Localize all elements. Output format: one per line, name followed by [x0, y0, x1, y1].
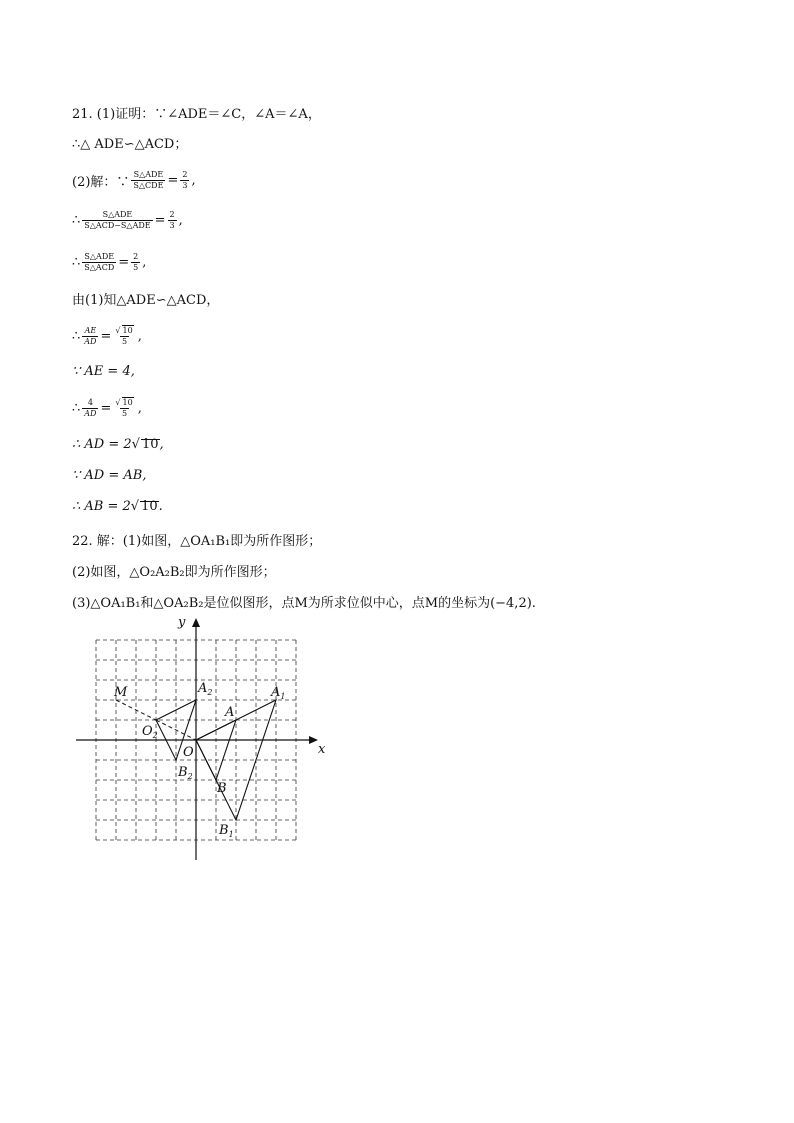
label-O: O [183, 745, 194, 760]
fraction: $\frac{AE}{AD}$ [84, 325, 97, 346]
label-O2: $O_2$ [142, 724, 158, 740]
q21-line-11: ∵ AD = AB, [72, 467, 147, 483]
label-B: B [217, 781, 227, 796]
fraction: $\frac{2}{5}$ [133, 251, 139, 272]
x-axis-arrow [309, 736, 318, 744]
q21-line-12: ∴ AB = 2 √ 10 . [72, 498, 163, 514]
fraction: $\frac{\text{S△ADE}}{\text{S△ACD−S△ADE}}$ [84, 209, 151, 230]
q21-line-7: ∴ $\frac{AE}{AD}$ = $\frac{√ 10}{5}$ , [72, 325, 142, 346]
q21-line-1: 21. (1)证明：∵∠ADE＝∠C，∠A＝∠A， [72, 106, 321, 122]
q22-line-2: (2)如图，△O₂A₂B₂即为所作图形； [72, 564, 276, 580]
point-labels [113, 615, 326, 839]
q21-line-3: (2)解：∵ $\frac{\text{S△ADE}}{\text{S△CDE}}$ = $\frac{2}{3}$ , [72, 169, 196, 190]
y-axis-label: y [178, 615, 186, 630]
q21-line-8: ∵ AE = 4, [72, 363, 135, 379]
q21-line-5: ∴ $\frac{\text{S△ADE}}{\text{S△ACD}}$ = $\frac{2}{5}$ , [72, 251, 147, 272]
fraction: $\frac{2}{3}$ [182, 169, 188, 190]
label-A1: $A_1$ [271, 685, 286, 701]
fraction: $\frac{√ 10}{5}$ [115, 398, 133, 418]
fraction: $\frac{4}{AD}$ [84, 397, 97, 418]
q21-line-4: ∴ $\frac{\text{S△ADE}}{\text{S△ACD−S△ADE}}$ = $\frac{2}{3}$ , [72, 209, 183, 230]
label-B2: $B_2$ [178, 765, 193, 781]
label-A: A [225, 705, 235, 720]
q22-line-1: 22. 解：(1)如图，△OA₁B₁即为所作图形； [72, 533, 322, 549]
fraction: $\frac{√ 10}{5}$ [115, 326, 133, 346]
q21-line-6: 由(1)知△ADE∽△ACD， [72, 292, 220, 308]
q21-line-9: ∴ $\frac{4}{AD}$ = $\frac{√ 10}{5}$ , [72, 397, 142, 418]
fraction: $\frac{\text{S△ADE}}{\text{S△CDE}}$ [133, 169, 164, 190]
label-A2: $A_2$ [198, 681, 213, 697]
q22-line-3: (3)△OA₁B₁和△OA₂B₂是位似图形，点M为所求位似中心，点M的坐标为(−4,2). [72, 595, 536, 611]
fraction: $\frac{2}{3}$ [169, 209, 175, 230]
dashed-line-O2-O [156, 720, 196, 740]
label-M: M [114, 685, 128, 700]
q21-line-2: ∴△ ADE∽△ACD； [72, 136, 188, 152]
fraction: $\frac{\text{S△ADE}}{\text{S△ACD}}$ [84, 251, 115, 272]
q21-line-10: ∴ AD = 2 √ 10 , [72, 436, 164, 452]
triangle-OAB [196, 720, 236, 780]
y-axis-arrow [192, 618, 200, 627]
x-axis-label: x [318, 742, 326, 757]
coordinate-figure [72, 610, 342, 870]
label-B1: $B_1$ [219, 823, 234, 839]
